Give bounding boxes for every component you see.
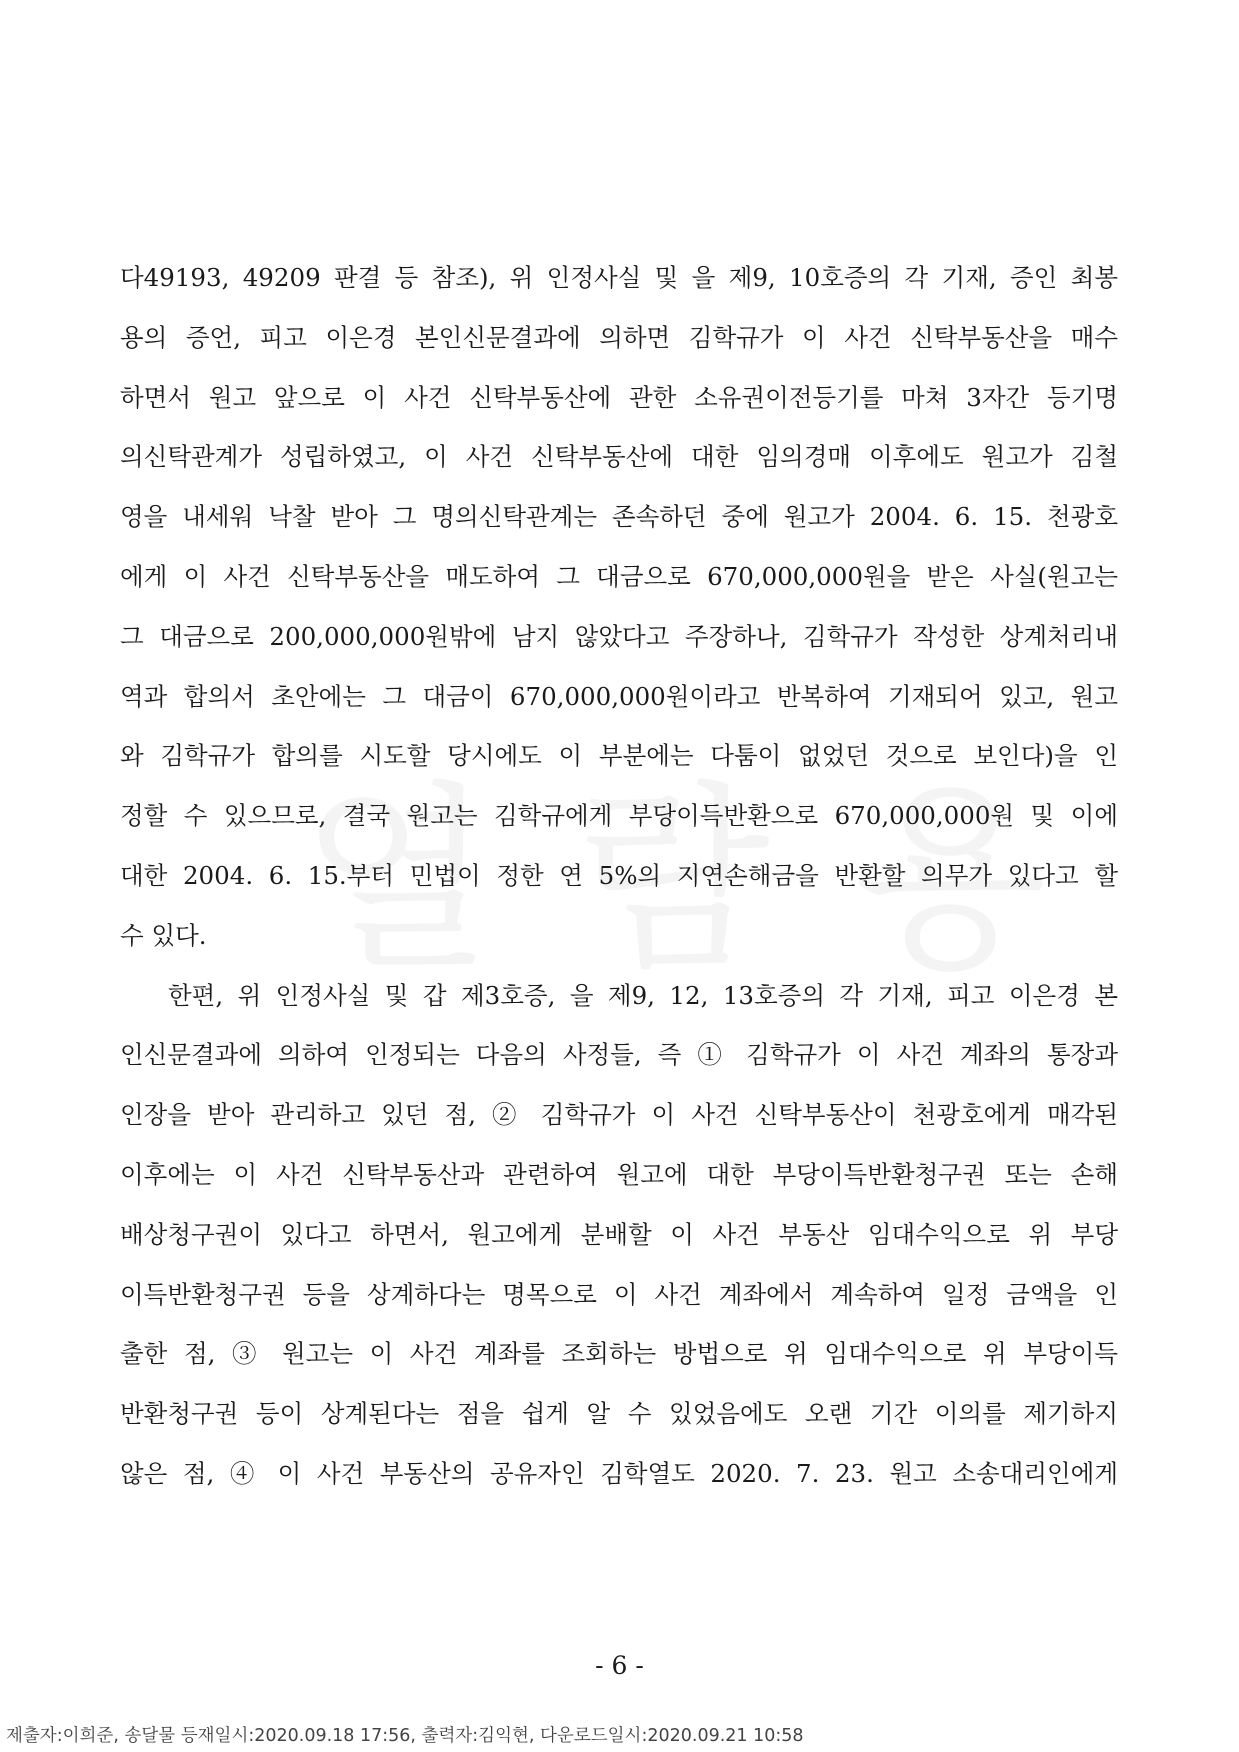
text-line: 정할 수 있으므로, 결국 원고는 김학규에게 부당이득반환으로 670,000,000원 및 이에 [120, 801, 1118, 831]
text-line: 반환청구권 등이 상계된다는 점을 쉽게 알 수 있었음에도 오랜 기간 이의를 제기하지 [120, 1399, 1118, 1429]
text-line: 출한 점, ③ 원고는 이 사건 계좌를 조회하는 방법으로 위 임대수익으로 위 부당이득 [120, 1339, 1118, 1369]
text-line: 이득반환청구권 등을 상계하다는 명목으로 이 사건 계좌에서 계속하여 일정 금액을 인 [120, 1279, 1118, 1309]
text-line: 이후에는 이 사건 신탁부동산과 관련하여 원고에 대한 부당이득반환청구권 또는 손해 [120, 1159, 1118, 1189]
document-body [120, 248, 1118, 1504]
text-line: 용의 증언, 피고 이은경 본인신문결과에 의하면 김학규가 이 사건 신탁부동산을 매수 [120, 322, 1118, 352]
text-line: 하면서 원고 앞으로 이 사건 신탁부동산에 관한 소유권이전등기를 마쳐 3자간 등기명 [120, 382, 1118, 412]
text-line: 의신탁관계가 성립하였고, 이 사건 신탁부동산에 대한 임의경매 이후에도 원고가 김철 [120, 442, 1118, 472]
download-footer: 제출자:이희준, 송달물 등재일시:2020.09.18 17:56, 출력자:김익현, 다운로드일시:2020.09.21 10:58 [6, 1726, 804, 1746]
text-line: 인장을 받아 관리하고 있던 점, ② 김학규가 이 사건 신탁부동산이 천광호에게 매각된 [120, 1100, 1118, 1130]
text-line: 영을 내세워 낙찰 받아 그 명의신탁관계는 존속하던 중에 원고가 2004. 6. 15. 천광호 [120, 502, 1118, 532]
text-line: 에게 이 사건 신탁부동산을 매도하여 그 대금으로 670,000,000원을 받은 사실(원고는 [120, 561, 1118, 591]
text-line: 대한 2004. 6. 15.부터 민법이 정한 연 5%의 지연손해금을 반환할 의무가 있다고 할 [120, 860, 1118, 890]
page-number: - 6 - [595, 1651, 644, 1680]
text-line: 와 김학규가 합의를 시도할 당시에도 이 부분에는 다툼이 없었던 것으로 보인다)을 인 [120, 741, 1118, 771]
text-line: 수 있다. [120, 920, 207, 950]
text-line: 인신문결과에 의하여 인정되는 다음의 사정들, 즉 ① 김학규가 이 사건 계좌의 통장과 [120, 1040, 1118, 1070]
text-line: 다49193, 49209 판결 등 참조), 위 인정사실 및 을 제9, 10호증의 각 기재, 증인 최봉 [120, 263, 1118, 292]
text-line: 한편, 위 인정사실 및 갑 제3호증, 을 제9, 12, 13호증의 각 기재, 피고 이은경 본 [168, 980, 1118, 1010]
text-line: 않은 점, ④ 이 사건 부동산의 공유자인 김학열도 2020. 7. 23. 원고 소송대리인에게 [120, 1458, 1118, 1488]
text-line: 그 대금으로 200,000,000원밖에 남지 않았다고 주장하나, 김학규가 작성한 상계처리내 [120, 621, 1118, 651]
text-line: 역과 합의서 초안에는 그 대금이 670,000,000원이라고 반복하여 기재되어 있고, 원고 [120, 681, 1118, 711]
text-line: 배상청구권이 있다고 하면서, 원고에게 분배할 이 사건 부동산 임대수익으로 위 부당 [120, 1219, 1118, 1249]
